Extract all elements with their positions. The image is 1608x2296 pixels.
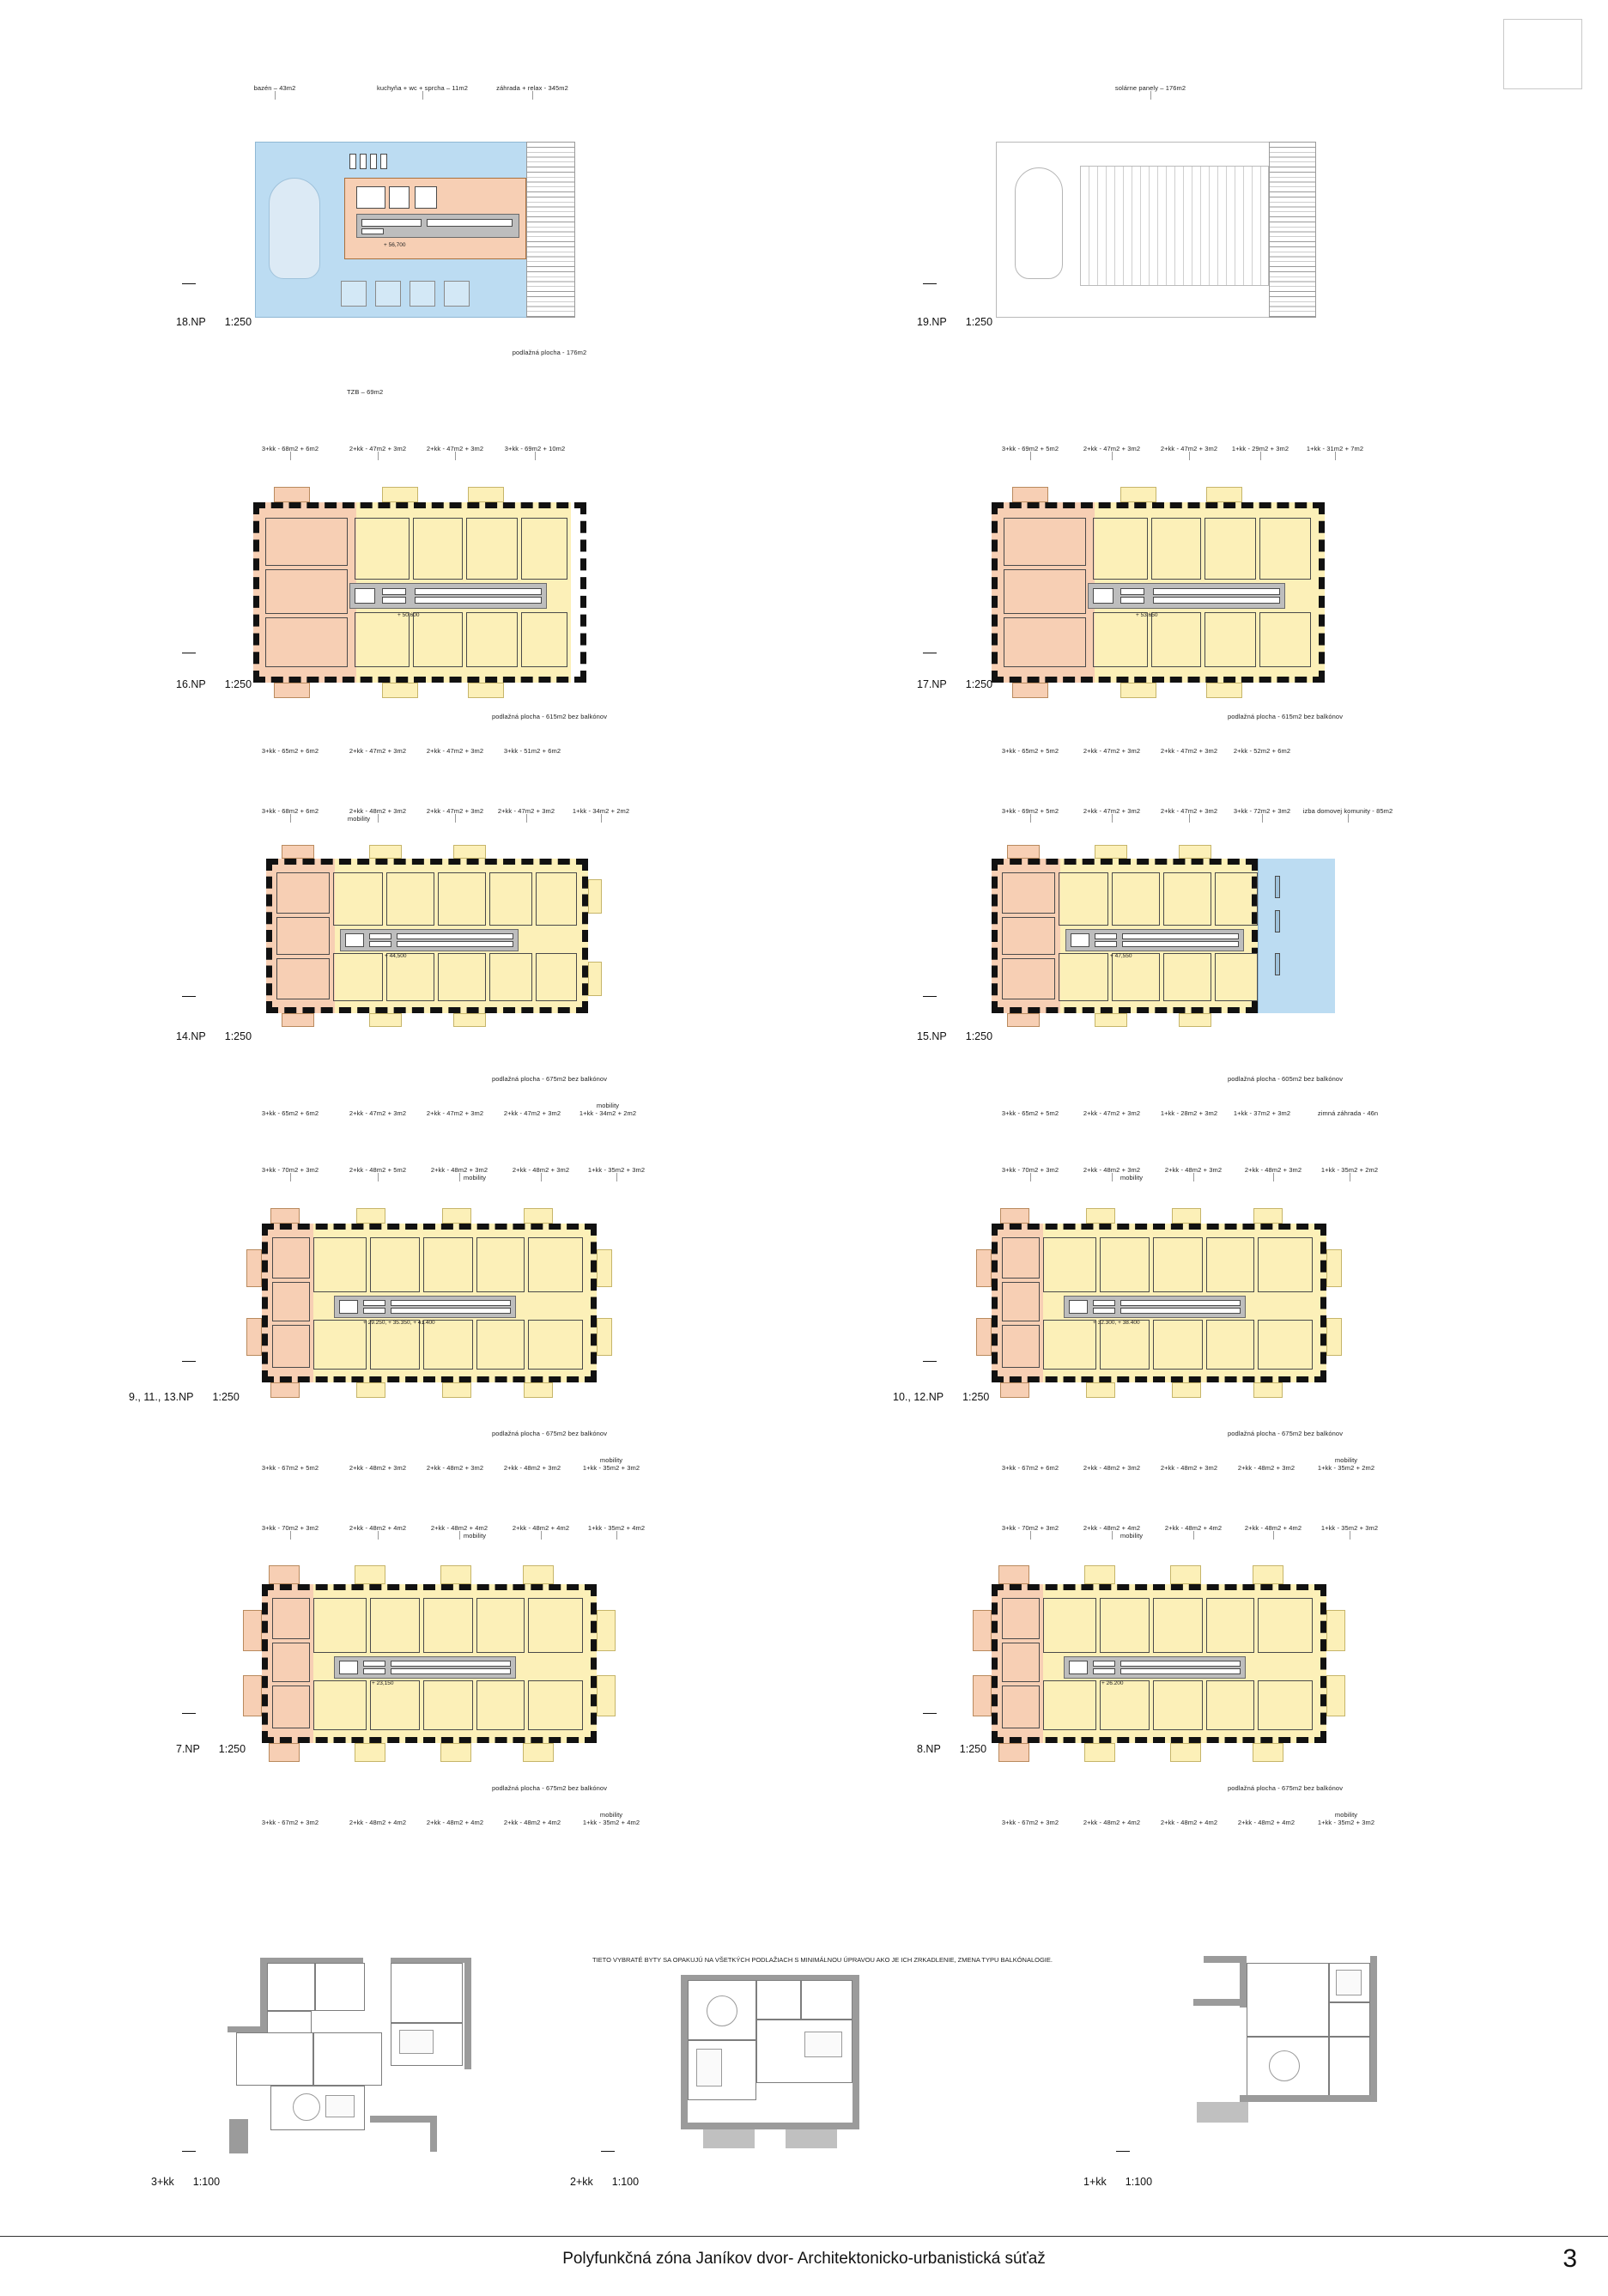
floor-scale-np17: 1:250 [965, 678, 993, 690]
plan-unit-1kk [1185, 1947, 1382, 2145]
caption-np9-b4: 2+kk - 48m2 + 3m2 [503, 1464, 561, 1472]
plan-np16 [253, 502, 586, 683]
scale-tick-3kk [182, 2151, 196, 2152]
sheet-title: Polyfunkčná zóna Janíkov dvor- Architektonicko-urbanistická súťaž [562, 2250, 1046, 2268]
unit-tag-2kk-label: 2+kk [570, 2176, 593, 2188]
caption-np18-2: kuchyňa + wc + sprcha – 11m2 [376, 84, 469, 92]
caption-np16-t1: 2+kk - 47m2 + 3m2 [349, 445, 407, 453]
caption-np10-b1: 3+kk - 67m2 + 6m2 [1001, 1464, 1059, 1472]
caption-np10-t4: 2+kk - 48m2 + 3m2 [1244, 1166, 1302, 1174]
elevation-np10: + 32.300, + 38.400 [1093, 1320, 1140, 1326]
floor-tag-np10 [893, 1391, 989, 1403]
scale-tick-np8 [923, 1713, 937, 1714]
scale-tick-np14 [182, 996, 196, 997]
caption-np17-t1: 2+kk - 47m2 + 3m2 [1083, 445, 1141, 453]
caption-np15-t0: 3+kk - 69m2 + 5m2 [1001, 807, 1059, 815]
unit-scale-3kk: 1:100 [192, 2176, 221, 2188]
caption-np18-tzb: TZB – 69m2 [347, 388, 384, 396]
caption-np16-t2: 2+kk - 47m2 + 3m2 [426, 445, 484, 453]
unit-tag-3kk-label: 3+kk [151, 2176, 174, 2188]
plan-np9 [262, 1224, 597, 1382]
plan-np18 [255, 142, 575, 318]
caption-np10-t5: 1+kk - 35m2 + 2m2 [1320, 1166, 1379, 1174]
caption-np10-b6: 1+kk - 35m2 + 2m2 [1317, 1464, 1375, 1472]
floor-tag-np17 [917, 678, 992, 690]
plan-np8 [992, 1584, 1326, 1743]
caption-np14-b1: 3+kk - 65m2 + 6m2 [261, 1109, 319, 1117]
caption-np18-3: záhrada + relax - 345m2 [496, 84, 568, 92]
caption-np16-b3: 2+kk - 47m2 + 3m2 [426, 747, 484, 755]
caption-np9-area: podlažná plocha - 675m2 bez balkónov [491, 1430, 608, 1437]
caption-np15-b5: zimná záhrada - 46n [1317, 1109, 1379, 1117]
unit-tag-1kk-label: 1+kk [1083, 2176, 1107, 2188]
floor-scale-np15: 1:250 [965, 1030, 993, 1042]
scale-tick-np15 [923, 996, 937, 997]
caption-np9-t2: 2+kk - 48m2 + 3m2 [430, 1166, 488, 1174]
caption-np15-b3: 1+kk - 28m2 + 3m2 [1160, 1109, 1218, 1117]
sheet-footer [0, 2236, 1608, 2296]
caption-np17-t3: 1+kk - 29m2 + 3m2 [1231, 445, 1289, 453]
caption-np9-t3: mobility [463, 1174, 487, 1181]
caption-np9-b6: 1+kk - 35m2 + 3m2 [582, 1464, 640, 1472]
caption-np15-t4: izba domovej komunity - 85m2 [1302, 807, 1393, 815]
floor-tag-np9-label: 9., 11., 13.NP [129, 1391, 194, 1403]
scale-tick-np10 [923, 1361, 937, 1362]
caption-np14-t4: 1+kk - 34m2 + 2m2 [572, 807, 630, 815]
caption-np9-b5: mobility [599, 1456, 623, 1464]
caption-np8-t0: 3+kk - 70m2 + 3m2 [1001, 1524, 1059, 1532]
caption-np9-b3: 2+kk - 48m2 + 3m2 [426, 1464, 484, 1472]
plan-np10 [992, 1224, 1326, 1382]
elevation-np14: + 44,500 [385, 953, 407, 959]
caption-np7-t5: 1+kk - 35m2 + 4m2 [587, 1524, 646, 1532]
caption-np17-area: podlažná plocha - 615m2 bez balkónov [1227, 713, 1344, 720]
caption-np8-b3: 2+kk - 48m2 + 4m2 [1160, 1819, 1218, 1826]
caption-np10-t2: mobility [1120, 1174, 1144, 1181]
floor-tag-np19 [917, 316, 992, 328]
caption-np8-b5: mobility [1334, 1811, 1358, 1819]
caption-np10-b2: 2+kk - 48m2 + 3m2 [1083, 1464, 1141, 1472]
caption-np17-b4: 2+kk - 52m2 + 6m2 [1233, 747, 1291, 755]
caption-np8-t2: mobility [1120, 1532, 1144, 1540]
floor-tag-np7-label: 7.NP [176, 1743, 200, 1755]
caption-np15-b2: 2+kk - 47m2 + 3m2 [1083, 1109, 1141, 1117]
caption-np7-b6: 1+kk - 35m2 + 4m2 [582, 1819, 640, 1826]
scale-tick-np9 [182, 1361, 196, 1362]
page-number: 3 [1562, 2244, 1577, 2273]
floor-tag-np16 [176, 678, 252, 690]
caption-np7-b3: 2+kk - 48m2 + 4m2 [426, 1819, 484, 1826]
plan-np14 [266, 859, 588, 1013]
caption-np10-area: podlažná plocha - 675m2 bez balkónov [1227, 1430, 1344, 1437]
floor-scale-np10: 1:250 [962, 1391, 990, 1403]
caption-np17-b3: 2+kk - 47m2 + 3m2 [1160, 747, 1218, 755]
caption-np9-b2: 2+kk - 48m2 + 3m2 [349, 1464, 407, 1472]
caption-np7-area: podlažná plocha - 675m2 bez balkónov [491, 1784, 608, 1792]
caption-np14-t1: 2+kk - 48m2 + 3m2 [349, 807, 407, 815]
caption-np14-area: podlažná plocha - 675m2 bez balkónov [491, 1075, 608, 1083]
caption-np16-area: podlažná plocha - 615m2 bez balkónov [491, 713, 608, 720]
scale-tick-np18 [182, 283, 196, 284]
floor-scale-np14: 1:250 [224, 1030, 252, 1042]
floor-tag-np16-label: 16.NP [176, 678, 206, 690]
floor-tag-np18 [176, 316, 252, 328]
caption-np7-t4: 2+kk - 48m2 + 4m2 [512, 1524, 570, 1532]
plan-unit-2kk [674, 1966, 897, 2151]
caption-np7-t1: 2+kk - 48m2 + 4m2 [349, 1524, 407, 1532]
caption-np10-b4: 2+kk - 48m2 + 3m2 [1237, 1464, 1296, 1472]
floor-tag-np10-label: 10., 12.NP [893, 1391, 944, 1403]
plan-np15 [992, 859, 1335, 1013]
caption-np15-b1: 3+kk - 65m2 + 5m2 [1001, 1109, 1059, 1117]
caption-np16-t0: 3+kk - 68m2 + 6m2 [261, 445, 319, 453]
scale-tick-2kk [601, 2151, 615, 2152]
note-repeating-units: TIETO VYBRATÉ BYTY SA OPAKUJÚ NA VŠETKÝCH PODLAŽIACH S MINIMÁLNOU ÚPRAVOU AKO JE ICH ZRKADLENIE, ZMENA TYPU BALKÓNALOGIE. [592, 1956, 1053, 1964]
caption-np14-t3: 2+kk - 47m2 + 3m2 [497, 807, 555, 815]
caption-np8-b4: 2+kk - 48m2 + 4m2 [1237, 1819, 1296, 1826]
floor-tag-np8-label: 8.NP [917, 1743, 941, 1755]
caption-np17-b2: 2+kk - 47m2 + 3m2 [1083, 747, 1141, 755]
caption-np18-1: bazén – 43m2 [253, 84, 296, 92]
caption-np16-b2: 2+kk - 47m2 + 3m2 [349, 747, 407, 755]
floor-tag-np8 [917, 1743, 986, 1755]
unit-scale-2kk: 1:100 [611, 2176, 640, 2188]
unit-tag-3kk [151, 2176, 220, 2188]
caption-np14-b6: 1+kk - 34m2 + 2m2 [579, 1109, 637, 1117]
footer-divider [0, 2236, 1608, 2237]
floor-tag-np18-label: 18.NP [176, 316, 206, 328]
scale-tick-np19 [923, 283, 937, 284]
caption-np8-b1: 3+kk - 67m2 + 3m2 [1001, 1819, 1059, 1826]
caption-np17-t2: 2+kk - 47m2 + 3m2 [1160, 445, 1218, 453]
caption-np14-t0: 3+kk - 68m2 + 6m2 [261, 807, 319, 815]
plan-np7 [262, 1584, 597, 1743]
caption-np14-b4: 2+kk - 47m2 + 3m2 [503, 1109, 561, 1117]
caption-np8-b2: 2+kk - 48m2 + 4m2 [1083, 1819, 1141, 1826]
caption-np10-t0: 3+kk - 70m2 + 3m2 [1001, 1166, 1059, 1174]
caption-np15-b4: 1+kk - 37m2 + 3m2 [1233, 1109, 1291, 1117]
caption-np17-t4: 1+kk - 31m2 + 7m2 [1306, 445, 1364, 453]
floor-tag-np15 [917, 1030, 992, 1042]
floor-tag-np14-label: 14.NP [176, 1030, 206, 1042]
caption-np8-t4: 2+kk - 48m2 + 4m2 [1244, 1524, 1302, 1532]
caption-np17-t0: 3+kk - 69m2 + 5m2 [1001, 445, 1059, 453]
caption-np10-t1: 2+kk - 48m2 + 3m2 [1083, 1166, 1141, 1174]
caption-np9-t4: 2+kk - 48m2 + 3m2 [512, 1166, 570, 1174]
caption-np14-b5: mobility [596, 1102, 620, 1109]
caption-np14-t5: mobility [347, 815, 371, 823]
scale-tick-np7 [182, 1713, 196, 1714]
plan-unit-3kk [219, 1947, 502, 2153]
caption-np15-area: podlažná plocha - 605m2 bez balkónov [1227, 1075, 1344, 1083]
elevation-np16: + 50,600 [397, 612, 420, 618]
floor-scale-np7: 1:250 [218, 1743, 246, 1755]
plan-np17 [992, 502, 1325, 683]
floor-scale-np9: 1:250 [212, 1391, 240, 1403]
caption-np7-b2: 2+kk - 48m2 + 4m2 [349, 1819, 407, 1826]
caption-np14-b3: 2+kk - 47m2 + 3m2 [426, 1109, 484, 1117]
caption-np14-b2: 2+kk - 47m2 + 3m2 [349, 1109, 407, 1117]
floor-tag-np17-label: 17.NP [917, 678, 947, 690]
caption-np8-t3: 2+kk - 48m2 + 4m2 [1164, 1524, 1223, 1532]
floor-tag-np14 [176, 1030, 252, 1042]
caption-np16-b4: 3+kk - 51m2 + 6m2 [503, 747, 561, 755]
caption-np8-b6: 1+kk - 35m2 + 3m2 [1317, 1819, 1375, 1826]
elevation-np17: + 53,650 [1136, 612, 1158, 618]
floor-scale-np16: 1:250 [224, 678, 252, 690]
plan-np19 [996, 142, 1316, 318]
caption-np7-t3: mobility [463, 1532, 487, 1540]
caption-np8-t1: 2+kk - 48m2 + 4m2 [1083, 1524, 1141, 1532]
caption-np15-t3: 3+kk - 72m2 + 3m2 [1233, 807, 1291, 815]
elevation-np9: + 29.250, + 35.350, + 41.400 [363, 1320, 435, 1326]
caption-np17-b1: 3+kk - 65m2 + 5m2 [1001, 747, 1059, 755]
caption-np7-t0: 3+kk - 70m2 + 3m2 [261, 1524, 319, 1532]
caption-np9-b1: 3+kk - 67m2 + 5m2 [261, 1464, 319, 1472]
floor-scale-np18: 1:250 [224, 316, 252, 328]
caption-np19-1: solárne panely – 176m2 [1114, 84, 1186, 92]
floor-tag-np19-label: 19.NP [917, 316, 947, 328]
floor-tag-np15-label: 15.NP [917, 1030, 947, 1042]
caption-np8-area: podlažná plocha - 675m2 bez balkónov [1227, 1784, 1344, 1792]
floor-scale-np19: 1:250 [965, 316, 993, 328]
caption-np18-area: podlažná plocha - 176m2 [512, 349, 587, 356]
scale-tick-1kk [1116, 2151, 1130, 2152]
caption-np7-b1: 3+kk - 67m2 + 3m2 [261, 1819, 319, 1826]
caption-np8-t5: 1+kk - 35m2 + 3m2 [1320, 1524, 1379, 1532]
caption-np15-t1: 2+kk - 47m2 + 3m2 [1083, 807, 1141, 815]
unit-tag-2kk [570, 2176, 639, 2188]
caption-np7-t2: 2+kk - 48m2 + 4m2 [430, 1524, 488, 1532]
unit-scale-1kk: 1:100 [1125, 2176, 1153, 2188]
unit-tag-1kk [1083, 2176, 1152, 2188]
caption-np10-b3: 2+kk - 48m2 + 3m2 [1160, 1464, 1218, 1472]
caption-np16-t3: 3+kk - 69m2 + 10m2 [504, 445, 566, 453]
elevation-np15: + 47,550 [1110, 953, 1132, 959]
elevation-np7: + 23,150 [372, 1680, 394, 1686]
caption-np14-t2: 2+kk - 47m2 + 3m2 [426, 807, 484, 815]
sheet-corner-box [1503, 19, 1582, 89]
floor-tag-np9 [129, 1391, 240, 1403]
caption-np15-t2: 2+kk - 47m2 + 3m2 [1160, 807, 1218, 815]
caption-np10-t3: 2+kk - 48m2 + 3m2 [1164, 1166, 1223, 1174]
floor-scale-np8: 1:250 [959, 1743, 987, 1755]
caption-np10-b5: mobility [1334, 1456, 1358, 1464]
caption-np7-b5: mobility [599, 1811, 623, 1819]
caption-np9-t0: 3+kk - 70m2 + 3m2 [261, 1166, 319, 1174]
elevation-np18: + 56,700 [384, 242, 406, 248]
floor-tag-np7 [176, 1743, 246, 1755]
caption-np9-t5: 1+kk - 35m2 + 3m2 [587, 1166, 646, 1174]
elevation-np8: + 26.200 [1101, 1680, 1124, 1686]
caption-np7-b4: 2+kk - 48m2 + 4m2 [503, 1819, 561, 1826]
caption-np16-b1: 3+kk - 65m2 + 6m2 [261, 747, 319, 755]
caption-np9-t1: 2+kk - 48m2 + 5m2 [349, 1166, 407, 1174]
